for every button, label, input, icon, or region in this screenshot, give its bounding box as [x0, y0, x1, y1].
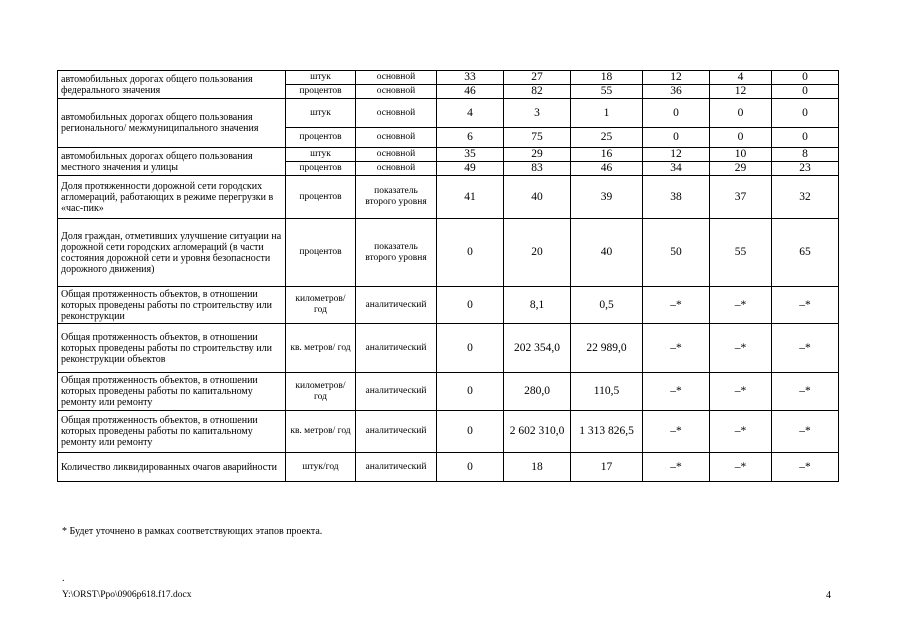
value-cell: –*: [772, 453, 839, 482]
indicator-name: Количество ликвидированных очагов аварийности: [58, 453, 286, 482]
footer-dot: .: [62, 573, 65, 584]
unit-cell: штук: [286, 71, 356, 85]
value-cell: 50: [643, 219, 710, 287]
value-cell: 55: [571, 85, 643, 99]
value-cell: –*: [643, 453, 710, 482]
indicator-name: Доля граждан, отметивших улучшение ситуации на дорожной сети городских агломераций (в части состояния дорожной сети и уровня безопасности дорожного движения): [58, 219, 286, 287]
value-cell: –*: [710, 324, 772, 373]
table-row: [58, 324, 839, 373]
value-cell: 0,5: [571, 287, 643, 324]
value-cell: 25: [571, 128, 643, 148]
type-cell: аналитический: [356, 287, 437, 324]
value-cell: 0: [772, 99, 839, 128]
indicator-name: Общая протяженность объектов, в отношении которых проведены работы по строительству или реконструкции объектов: [58, 324, 286, 373]
type-cell: основной: [356, 99, 437, 128]
indicator-name: автомобильных дорогах общего пользования регионального/ межмуниципального значения: [58, 99, 286, 148]
type-cell: аналитический: [356, 411, 437, 453]
value-cell: 0: [437, 287, 504, 324]
value-cell: 35: [437, 148, 504, 162]
type-cell: основной: [356, 162, 437, 176]
value-cell: 18: [504, 453, 571, 482]
value-cell: 0: [643, 99, 710, 128]
value-cell: –*: [643, 287, 710, 324]
value-cell: –*: [772, 373, 839, 411]
value-cell: 0: [710, 128, 772, 148]
table-row: [58, 71, 839, 85]
value-cell: 0: [772, 71, 839, 85]
value-cell: 280,0: [504, 373, 571, 411]
value-cell: –*: [710, 287, 772, 324]
value-cell: 202 354,0: [504, 324, 571, 373]
table-row: [58, 373, 839, 411]
value-cell: 40: [571, 219, 643, 287]
unit-cell: кв. метров/ год: [286, 411, 356, 453]
value-cell: 38: [643, 176, 710, 219]
value-cell: 0: [437, 411, 504, 453]
unit-cell: километров/ год: [286, 373, 356, 411]
value-cell: 12: [710, 85, 772, 99]
value-cell: –*: [643, 411, 710, 453]
value-cell: 40: [504, 176, 571, 219]
value-cell: 83: [504, 162, 571, 176]
unit-cell: кв. метров/ год: [286, 324, 356, 373]
value-cell: 8,1: [504, 287, 571, 324]
indicator-name: автомобильных дорогах общего пользования федерального значения: [58, 71, 286, 99]
type-cell: основной: [356, 148, 437, 162]
value-cell: 0: [643, 128, 710, 148]
value-cell: –*: [643, 373, 710, 411]
type-cell: аналитический: [356, 453, 437, 482]
type-cell: основной: [356, 128, 437, 148]
value-cell: 4: [710, 71, 772, 85]
value-cell: 34: [643, 162, 710, 176]
type-cell: аналитический: [356, 324, 437, 373]
indicator-name: Общая протяженность объектов, в отношении которых проведены работы по капитальному ремонту или ремонту: [58, 373, 286, 411]
value-cell: 37: [710, 176, 772, 219]
value-cell: 20: [504, 219, 571, 287]
value-cell: 46: [571, 162, 643, 176]
value-cell: 65: [772, 219, 839, 287]
unit-cell: процентов: [286, 162, 356, 176]
table-row: [58, 176, 839, 219]
value-cell: –*: [710, 411, 772, 453]
value-cell: 0: [437, 453, 504, 482]
unit-cell: процентов: [286, 85, 356, 99]
value-cell: 36: [643, 85, 710, 99]
value-cell: 3: [504, 99, 571, 128]
value-cell: 29: [504, 148, 571, 162]
value-cell: 8: [772, 148, 839, 162]
value-cell: 6: [437, 128, 504, 148]
page-number: 4: [826, 590, 831, 601]
value-cell: 0: [772, 85, 839, 99]
value-cell: 0: [772, 128, 839, 148]
value-cell: 110,5: [571, 373, 643, 411]
unit-cell: штук/год: [286, 453, 356, 482]
table-row: [58, 411, 839, 453]
value-cell: 18: [571, 71, 643, 85]
value-cell: 29: [710, 162, 772, 176]
value-cell: 75: [504, 128, 571, 148]
value-cell: 33: [437, 71, 504, 85]
indicator-name: Общая протяженность объектов, в отношении которых проведены работы по строительству или реконструкции: [58, 287, 286, 324]
table-row: [58, 148, 839, 162]
table-row: [58, 219, 839, 287]
value-cell: 55: [710, 219, 772, 287]
indicator-name: Общая протяженность объектов, в отношении которых проведены работы по капитальному ремонту или ремонту: [58, 411, 286, 453]
value-cell: 12: [643, 148, 710, 162]
table-row: [58, 99, 839, 128]
type-cell: основной: [356, 85, 437, 99]
type-cell: основной: [356, 71, 437, 85]
indicator-name: автомобильных дорогах общего пользования местного значения и улицы: [58, 148, 286, 176]
unit-cell: процентов: [286, 128, 356, 148]
indicator-name: Доля протяженности дорожной сети городских агломераций, работающих в режиме перегрузки в «час-пик»: [58, 176, 286, 219]
table-row: [58, 453, 839, 482]
value-cell: 39: [571, 176, 643, 219]
value-cell: 10: [710, 148, 772, 162]
unit-cell: штук: [286, 148, 356, 162]
value-cell: 41: [437, 176, 504, 219]
value-cell: 0: [437, 373, 504, 411]
unit-cell: процентов: [286, 176, 356, 219]
unit-cell: штук: [286, 99, 356, 128]
table-row: [58, 287, 839, 324]
type-cell: показатель второго уровня: [356, 219, 437, 287]
value-cell: 1: [571, 99, 643, 128]
value-cell: 1 313 826,5: [571, 411, 643, 453]
value-cell: 82: [504, 85, 571, 99]
value-cell: 16: [571, 148, 643, 162]
value-cell: 0: [710, 99, 772, 128]
value-cell: 17: [571, 453, 643, 482]
file-path: Y:\ORST\Ppo\0906p618.f17.docx: [62, 590, 192, 600]
value-cell: 0: [437, 219, 504, 287]
value-cell: 23: [772, 162, 839, 176]
value-cell: 32: [772, 176, 839, 219]
footnote: * Будет уточнено в рамках соответствующих этапов проекта.: [62, 526, 323, 537]
value-cell: –*: [772, 411, 839, 453]
value-cell: 49: [437, 162, 504, 176]
table-body: [58, 71, 839, 482]
value-cell: 4: [437, 99, 504, 128]
value-cell: 22 989,0: [571, 324, 643, 373]
value-cell: 2 602 310,0: [504, 411, 571, 453]
type-cell: аналитический: [356, 373, 437, 411]
value-cell: –*: [710, 373, 772, 411]
value-cell: 27: [504, 71, 571, 85]
value-cell: 46: [437, 85, 504, 99]
unit-cell: процентов: [286, 219, 356, 287]
unit-cell: километров/ год: [286, 287, 356, 324]
value-cell: –*: [643, 324, 710, 373]
value-cell: 12: [643, 71, 710, 85]
value-cell: 0: [437, 324, 504, 373]
value-cell: –*: [710, 453, 772, 482]
value-cell: –*: [772, 324, 839, 373]
indicators-table: [57, 70, 839, 482]
value-cell: –*: [772, 287, 839, 324]
type-cell: показатель второго уровня: [356, 176, 437, 219]
